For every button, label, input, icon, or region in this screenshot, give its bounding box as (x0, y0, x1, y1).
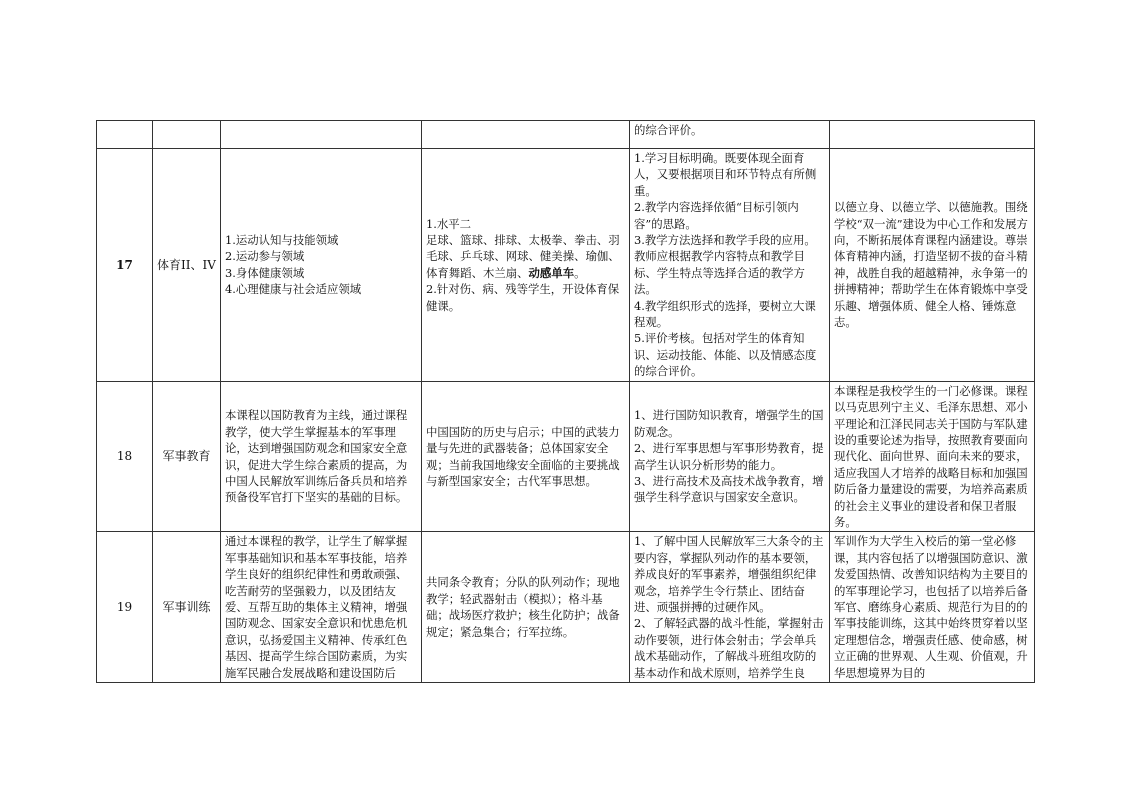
course-name: 体育II、IV (153, 149, 221, 382)
teaching-requirements (630, 381, 830, 532)
objective-item: 1.运动认知与技能领域 (225, 233, 339, 248)
course-name (153, 121, 221, 149)
course-content (422, 149, 630, 382)
requirement-item: 1、了解中国人民解放军三大条令的主要内容，掌握队列动作的基本要领，养成良好的军事素养，增强组织纪律观念，培养学生令行禁止、团结奋进、顽强拼搏的过硬作风。 (634, 534, 824, 614)
course-objectives (221, 121, 422, 149)
course-objectives (221, 149, 422, 382)
teaching-requirements (630, 149, 830, 382)
content-heading: 1.水平二 (426, 216, 472, 231)
requirement-item: 5.评价考核。包括对学生的体育知识、运动技能、体能、以及情感态度的综合评价。 (634, 331, 817, 379)
course-objectives (221, 532, 422, 683)
curriculum-table (96, 120, 1035, 683)
row-number: 19 (97, 532, 153, 683)
teaching-requirements (630, 532, 830, 683)
course-content (422, 121, 630, 149)
requirement-item: 3.教学方法选择和教学手段的应用。教师应根据教学内容特点和教学目标、学生特点等选择合适的教学方法。 (634, 233, 816, 297)
ideology-text: 以德立身、以德立学、以德施教。围绕学校“双一流”建设为中心工作和发展方向，不断拓展体育课程内涵建设。尊崇体育精神内涵，打造坚韧不拔的奋斗精神，战胜自我的超越精神，永争第一的拼搏精神；帮助学生在体育锻炼中享受乐趣、增强体质、健全人格、锤炼意志。 (834, 200, 1028, 330)
objective-text: 通过本课程的教学，让学生了解掌握军事基础知识和基本军事技能，培养学生良好的组织纪律性和勇敢顽强、吃苦耐劳的坚强毅力，以及团结友爱、互帮互助的集体主义精神，增强国防观念、国家安全意识和忧患危机意识，弘扬爱国主义精神、传承红色基因、提高学生综合国防素质，为实施军民融合发展战略和建设国防后 (225, 534, 408, 680)
requirement-item: 2.教学内容选择依循“目标引领内容”的思路。 (634, 200, 799, 231)
content-text: 中国国防的历史与启示；中国的武装力量与先进的武器装备；总体国家安全观；当前我国地缘安全面临的主要挑战与新型国家安全；古代军事思想。 (426, 424, 620, 488)
row-number: 17 (97, 149, 153, 382)
course-objectives (221, 381, 422, 532)
content-body-2: 2.针对伤、病、残等学生，开设体育保健课。 (426, 282, 620, 313)
course-content (422, 532, 630, 683)
objective-item: 4.心理健康与社会适应领域 (225, 282, 362, 297)
ideological-elements (830, 121, 1035, 149)
content-text: 共同条令教育；分队的队列动作；现地教学；轻武器射击（模拟）；格斗基础；战场医疗救护；核生化防护；战备规定；紧急集合；行军拉练。 (426, 575, 620, 639)
row-number: 18 (97, 381, 153, 532)
table-row (97, 121, 1035, 149)
content-highlight: 动感单车 (528, 265, 575, 280)
row-number (97, 121, 153, 149)
ideological-elements (830, 532, 1035, 683)
ideology-text: 本课程是我校学生的一门必修课。课程以马克思列宁主义、毛泽东思想、邓小平理论和江泽民同志关于国防与军队建设的重要论述为指导，按照教育要面向现代化、面向世界、面向未来的要求，适应我国人才培养的战略目标和加强国防后备力量建设的需要，为培养高素质的社会主义事业的建设者和保卫者服务。 (834, 383, 1028, 529)
course-content (422, 381, 630, 532)
ideological-elements (830, 381, 1035, 532)
requirement-item: 2、了解轻武器的战斗性能，掌握射击动作要领，进行体会射击；学会单兵战术基础动作，了解战斗班组攻防的基本动作和战术原则，培养学生良 (634, 616, 824, 680)
requirement-item: 4.教学组织形式的选择，要树立大课程观。 (634, 298, 816, 330)
requirement-item: 1、进行国防知识教育，增强学生的国防观念。 (634, 408, 824, 439)
teaching-requirements (630, 121, 830, 149)
ideological-elements (830, 149, 1035, 382)
table-row (97, 381, 1035, 532)
requirement-item: 1.学习目标明确。既要体现全面育人，又要根据项目和环节特点有所侧重。 (634, 151, 817, 198)
course-name: 军事教育 (153, 381, 221, 532)
ideology-text: 军训作为大学生入校后的第一堂必修课，其内容包括了以增强国防意识、激发爱国热情、改善知识结构为主要目的的军事理论学习，也包括了以培养后备军官、磨练身心素质、规范行为目的的军事技能训练，这其中始终贯穿着以坚定理想信念，增强责任感、使命感，树立正确的世界观、人生观、价值观，升华思想境界为目的 (834, 534, 1028, 680)
objective-item: 3.身体健康领域 (225, 265, 305, 280)
objective-text: 本课程以国防教育为主线，通过课程教学，使大学生掌握基本的军事理论，达到增强国防观念和国家安全意识，促进大学生综合素质的提高，为中国人民解放军训练后备兵员和培养预备役军官打下坚实的基础的目标。 (225, 408, 408, 505)
requirement-item: 3、进行高技术及高技术战争教育，增强学生科学意识与国家安全意识。 (634, 473, 824, 505)
objective-item: 2.运动参与领域 (225, 249, 305, 264)
course-name: 军事训练 (153, 532, 221, 683)
requirement-item: 2、进行军事思想与军事形势教育，提高学生认识分析形势的能力。 (634, 441, 824, 472)
content-body: 足球、篮球、排球、太极拳、拳击、羽毛球、乒乓球、网球、健美操、瑜伽、体育舞蹈、木兰扇、动感单车。 (426, 233, 620, 280)
table-row (97, 532, 1035, 683)
table-row (97, 149, 1035, 382)
requirement-line: 的综合评价。 (634, 123, 703, 137)
